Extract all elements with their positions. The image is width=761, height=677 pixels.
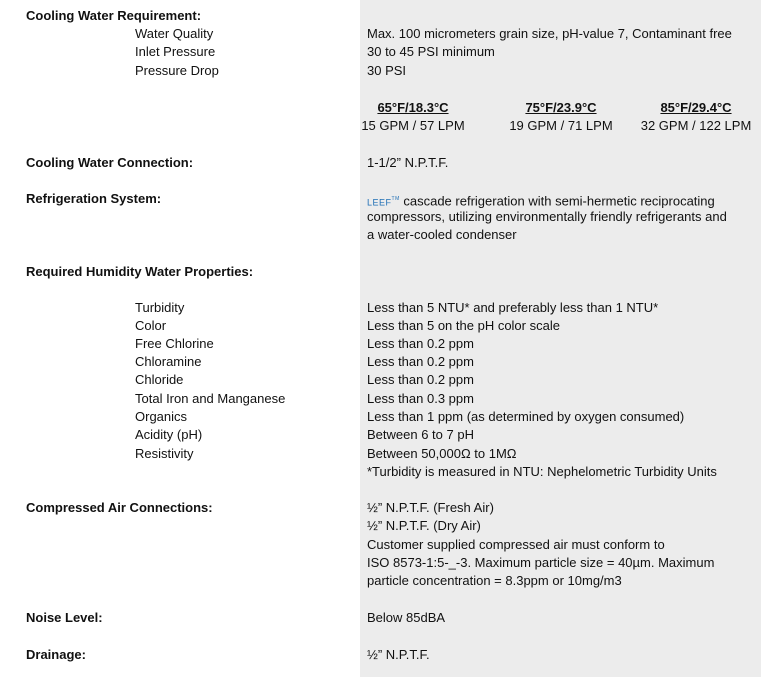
compressed-air-line-2: ½” N.P.T.F. (Dry Air): [367, 518, 481, 533]
leef-trademark: TM: [391, 196, 400, 202]
resistivity-value: Between 50,000Ω to 1MΩ: [367, 446, 517, 461]
compressed-air-line-4: ISO 8573-1:5-_-3. Maximum particle size = 40µm. Maximum: [367, 555, 715, 570]
refrigeration-heading: Refrigeration System:: [26, 191, 162, 206]
chloramine-label: Chloramine: [135, 354, 202, 369]
flow-temp-label: 75°F/23.9°C: [525, 100, 597, 115]
refrigeration-line-3: a water-cooled condenser: [367, 227, 517, 242]
noise-heading: Noise Level:: [26, 610, 103, 625]
refrigeration-text: cascade refrigeration with semi-hermetic reciprocating: [399, 193, 715, 209]
turbidity-footnote: *Turbidity is measured in NTU: Nephelometric Turbidity Units: [367, 464, 717, 479]
turbidity-label: Turbidity: [135, 300, 185, 315]
chloride-value: Less than 0.2 ppm: [367, 372, 474, 387]
organics-label: Organics: [135, 409, 188, 424]
humidity-heading: Required Humidity Water Properties:: [26, 264, 254, 279]
inlet-pressure-value: 30 to 45 PSI minimum: [367, 44, 495, 59]
water-quality-label: Water Quality: [135, 26, 214, 41]
water-quality-value: Max. 100 micrometers grain size, pH-value 7, Contaminant free: [367, 26, 732, 41]
flow-rate-value: 19 GPM / 71 LPM: [509, 118, 613, 133]
inlet-pressure-label: Inlet Pressure: [135, 44, 216, 59]
organics-value: Less than 1 ppm (as determined by oxygen consumed): [367, 409, 685, 424]
cooling-connection-heading: Cooling Water Connection:: [26, 155, 194, 170]
free-chlorine-value: Less than 0.2 ppm: [367, 336, 474, 351]
flow-rate-value: 15 GPM / 57 LPM: [361, 118, 465, 133]
pressure-drop-value: 30 PSI: [367, 63, 407, 78]
noise-value: Below 85dBA: [367, 610, 446, 625]
turbidity-value: Less than 5 NTU* and preferably less than 1 NTU*: [367, 300, 659, 315]
compressed-air-line-1: ½” N.P.T.F. (Fresh Air): [367, 500, 494, 515]
compressed-air-heading: Compressed Air Connections:: [26, 500, 213, 515]
leef-logo: LEEF: [367, 197, 392, 208]
free-chlorine-label: Free Chlorine: [135, 336, 214, 351]
compressed-air-line-3: Customer supplied compressed air must conform to: [367, 537, 665, 552]
chloride-label: Chloride: [135, 372, 184, 387]
cooling-connection-value: 1-1/2” N.P.T.F.: [367, 155, 449, 170]
drainage-heading: Drainage:: [26, 647, 86, 662]
flow-column-75f: [491, 99, 631, 135]
iron-manganese-label: Total Iron and Manganese: [135, 391, 286, 406]
drainage-value: ½” N.P.T.F.: [367, 647, 430, 662]
color-value: Less than 5 on the pH color scale: [367, 318, 560, 333]
flow-rate-value: 32 GPM / 122 LPM: [640, 118, 752, 133]
acidity-label: Acidity (pH): [135, 427, 203, 442]
pressure-drop-label: Pressure Drop: [135, 63, 219, 78]
acidity-value: Between 6 to 7 pH: [367, 427, 474, 442]
flow-temp-label: 65°F/18.3°C: [377, 100, 449, 115]
color-label: Color: [135, 318, 167, 333]
compressed-air-line-5: particle concentration = 8.3ppm or 10mg/m3: [367, 573, 622, 588]
flow-temp-label: 85°F/29.4°C: [660, 100, 732, 115]
flow-column-85f: [626, 99, 761, 135]
flow-column-65f: [343, 99, 483, 135]
cooling-water-heading: Cooling Water Requirement:: [26, 8, 202, 23]
resistivity-label: Resistivity: [135, 446, 194, 461]
chloramine-value: Less than 0.2 ppm: [367, 354, 474, 369]
refrigeration-line-2: compressors, utilizing environmentally friendly refrigerants and: [367, 209, 727, 224]
iron-manganese-value: Less than 0.3 ppm: [367, 391, 474, 406]
